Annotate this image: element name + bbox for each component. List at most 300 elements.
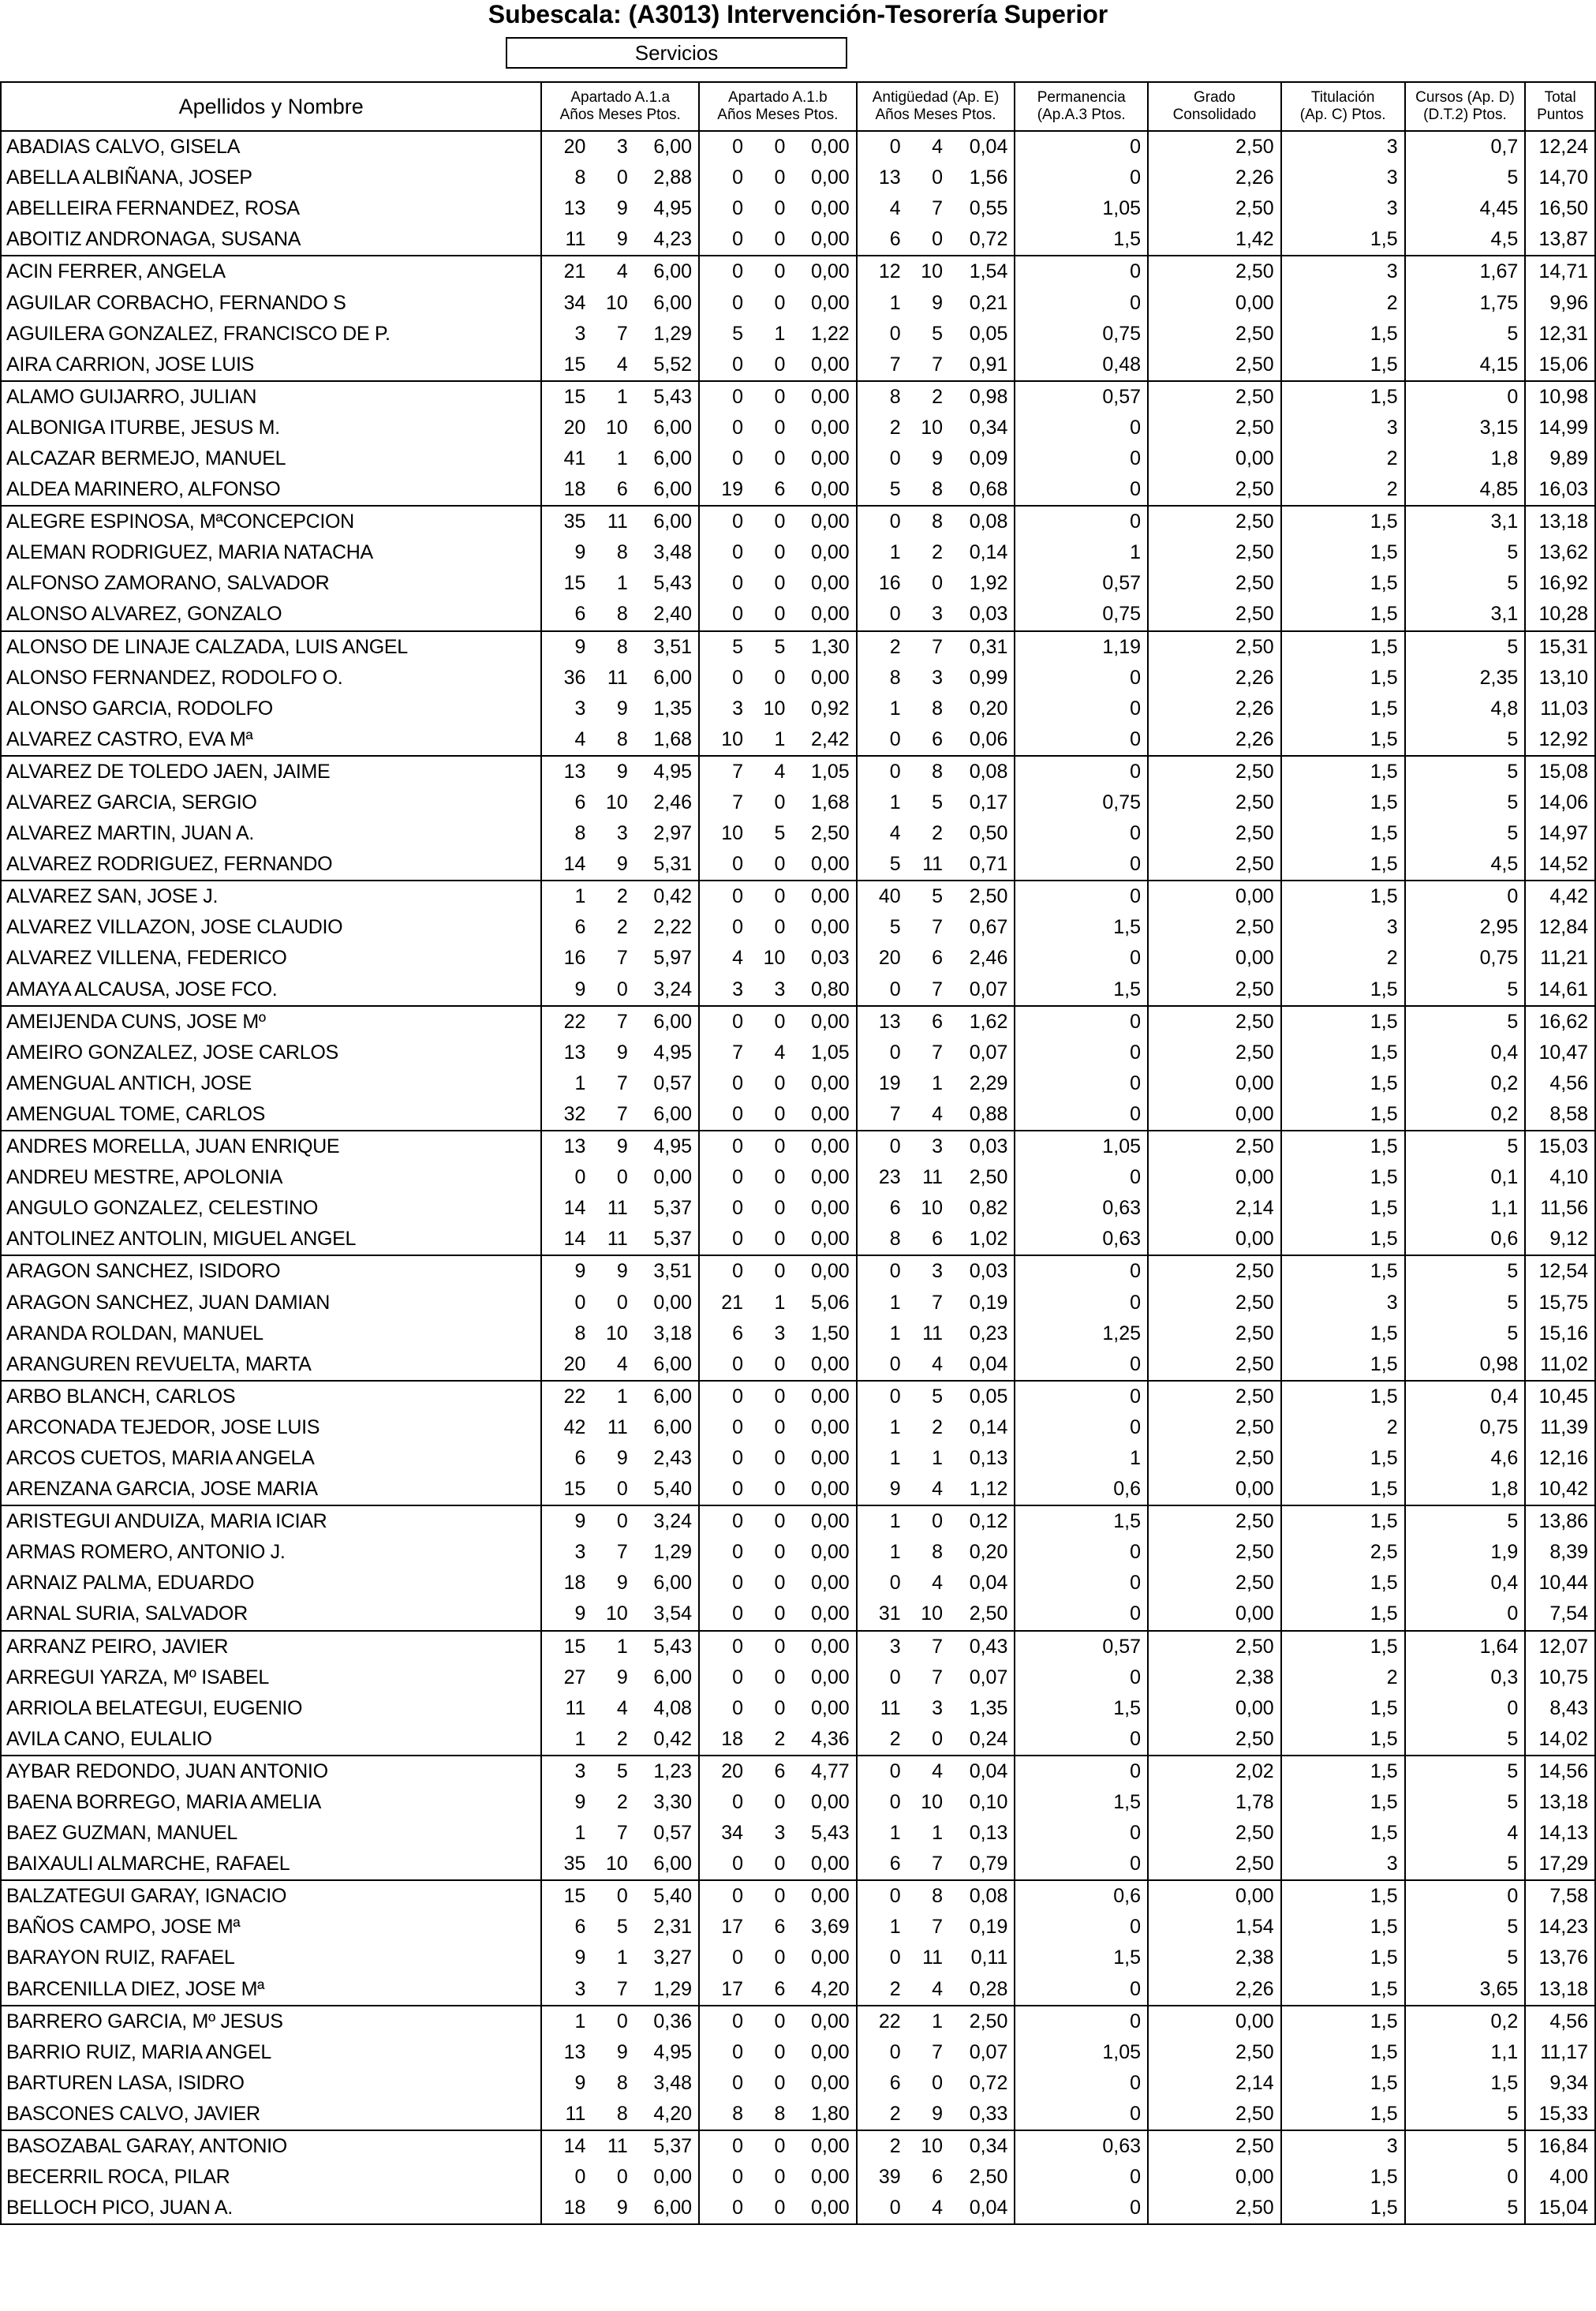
cell-a1a-years: 9 — [541, 974, 592, 1006]
cell-a1a-years: 1 — [574, 1822, 586, 1845]
cell-a1a-points: 1,68 — [634, 724, 699, 756]
cell-name: ALAMO GUIJARRO, JULIAN — [1, 381, 541, 413]
table-row — [1, 1443, 1595, 1474]
cell-antig-months: 7 — [932, 916, 944, 939]
cell-cursos: 5 — [1405, 1787, 1526, 1818]
cell-a1b-months: 0 — [774, 1666, 786, 1688]
cell-antig-months: 10 — [921, 260, 944, 283]
cell-antig-months: 7 — [907, 1849, 949, 1880]
cell-antig-years: 6 — [857, 224, 907, 256]
cell-a1b-years: 0 — [732, 1666, 744, 1688]
table-row — [1, 1880, 1595, 1912]
cell-a1b-years: 0 — [732, 1415, 744, 1438]
cell-a1b-points: 0,00 — [791, 1162, 856, 1193]
cell-cursos: 1,8 — [1405, 1474, 1526, 1505]
cell-a1b-points: 0,00 — [791, 1381, 856, 1412]
cell-a1b-years: 0 — [732, 541, 744, 564]
cell-total: 16,62 — [1525, 1006, 1595, 1038]
cell-titulacion: 1,5 — [1281, 1255, 1405, 1287]
cell-antig-years: 20 — [878, 947, 901, 970]
cell-a1a-points: 6,00 — [634, 1006, 699, 1038]
cell-a1b-points: 0,00 — [791, 1474, 856, 1505]
cell-titulacion: 1,5 — [1281, 756, 1405, 787]
cell-name: ARANDA ROLDAN, MANUEL — [1, 1318, 541, 1349]
cell-a1b-points: 0,00 — [791, 1599, 856, 1630]
cell-total: 14,71 — [1525, 256, 1595, 287]
cell-antig-points: 0,19 — [949, 1912, 1015, 1943]
cell-a1b-months: 0 — [774, 1541, 786, 1564]
cell-name: ALVAREZ RODRIGUEZ, FERNANDO — [1, 849, 541, 881]
cell-antig-months: 4 — [932, 1759, 944, 1782]
cell-permanencia: 0 — [1015, 1974, 1148, 2006]
cell-antig-points: 0,55 — [949, 193, 1015, 224]
cell-antig-points: 0,21 — [949, 287, 1015, 318]
cell-antig-points: 1,35 — [949, 1693, 1015, 1724]
table-row — [1, 1099, 1595, 1131]
cell-antig-years: 2 — [857, 1974, 907, 2006]
cell-total: 13,76 — [1525, 1943, 1595, 1973]
cell-total: 13,18 — [1525, 1974, 1595, 2006]
cell-antig-points: 0,03 — [949, 599, 1015, 630]
cell-antig-points: 0,20 — [949, 694, 1015, 724]
cell-cursos: 5 — [1405, 2193, 1526, 2224]
table-row — [1, 537, 1595, 568]
cell-total: 10,44 — [1525, 1568, 1595, 1599]
cell-antig-years: 8 — [889, 666, 901, 689]
cell-antig-months: 6 — [932, 1010, 944, 1033]
cell-grado: 2,50 — [1148, 974, 1281, 1006]
cell-a1a-months: 9 — [592, 224, 634, 256]
cell-antig-months: 4 — [907, 1974, 949, 2006]
cell-antig-years: 2 — [889, 635, 901, 658]
cell-total: 14,61 — [1525, 974, 1595, 1006]
cell-total: 15,08 — [1525, 756, 1595, 787]
cell-a1a-points: 1,29 — [634, 319, 699, 350]
cell-name: AMEIJENDA CUNS, JOSE Mº — [1, 1006, 541, 1038]
table-row — [1, 568, 1595, 599]
header-antiguedad: Antigüedad (Ap. E) Años Meses Ptos. — [857, 82, 1015, 131]
header-cursos: Cursos (Ap. D) (D.T.2) Ptos. — [1405, 82, 1526, 131]
cell-a1a-months: 11 — [607, 1415, 628, 1438]
cell-total: 11,03 — [1525, 694, 1595, 724]
cell-antig-points: 0,13 — [949, 1443, 1015, 1474]
table-row — [1, 1474, 1595, 1505]
cell-cursos: 1,9 — [1405, 1537, 1526, 1568]
cell-titulacion: 1,5 — [1281, 1599, 1405, 1630]
cell-antig-points: 2,46 — [949, 943, 1015, 974]
cell-a1a-months: 7 — [616, 1541, 628, 1564]
cell-antig-points: 0,12 — [949, 1505, 1015, 1537]
cell-name: ALDEA MARINERO, ALFONSO — [1, 474, 541, 506]
cell-a1b-months: 0 — [749, 1224, 791, 1255]
cell-antig-months: 8 — [932, 760, 944, 783]
cell-grado: 2,50 — [1148, 912, 1281, 943]
cell-cursos: 5 — [1405, 1912, 1526, 1943]
cell-a1a-months: 0 — [616, 2010, 628, 2032]
cell-a1b-years: 0 — [732, 1010, 744, 1033]
cell-a1a-months: 9 — [592, 849, 634, 881]
cell-a1a-years: 0 — [574, 1291, 586, 1314]
cell-a1a-points: 4,95 — [634, 756, 699, 787]
cell-permanencia: 1,05 — [1015, 193, 1148, 224]
cell-a1b-months: 2 — [749, 1724, 791, 1756]
cell-antig-months: 5 — [932, 791, 944, 814]
cell-titulacion: 1,5 — [1281, 1974, 1405, 2006]
cell-antig-years: 6 — [857, 1849, 907, 1880]
cell-titulacion: 1,5 — [1281, 2068, 1405, 2099]
cell-a1a-months: 1 — [616, 447, 628, 469]
cell-antig-years: 0 — [889, 1885, 901, 1908]
cell-a1b-years: 0 — [732, 1791, 744, 1814]
cell-a1b-points: 0,00 — [791, 568, 856, 599]
cell-total: 16,50 — [1525, 193, 1595, 224]
cell-total: 14,02 — [1525, 1724, 1595, 1756]
table-row — [1, 881, 1595, 912]
cell-a1b-months: 0 — [774, 1885, 786, 1908]
table-body — [1, 131, 1595, 2224]
cell-name: ABELLEIRA FERNANDEZ, ROSA — [1, 193, 541, 224]
cell-a1a-points: 5,40 — [634, 1880, 699, 1912]
cell-a1a-years: 11 — [541, 224, 592, 256]
cell-antig-years: 1 — [889, 1822, 901, 1845]
cell-cursos: 0,6 — [1405, 1224, 1526, 1255]
cell-a1a-months: 8 — [592, 2099, 634, 2130]
cell-antig-months: 3 — [932, 666, 944, 689]
cell-a1a-years: 13 — [563, 760, 586, 783]
cell-a1b-years: 0 — [732, 291, 744, 314]
cell-antig-years: 0 — [889, 760, 901, 783]
cell-cursos: 0,3 — [1405, 1662, 1526, 1693]
cell-antig-years: 1 — [889, 1415, 901, 1438]
cell-name: ALONSO FERNANDEZ, RODOLFO O. — [1, 663, 541, 694]
table-row — [1, 818, 1595, 849]
cell-cursos: 5 — [1405, 724, 1526, 756]
cell-a1a-points: 6,00 — [634, 287, 699, 318]
cell-a1a-points: 1,29 — [634, 1974, 699, 2006]
cell-titulacion: 1,5 — [1281, 663, 1405, 694]
cell-a1b-points: 0,00 — [791, 2193, 856, 2224]
cell-antig-points: 2,50 — [949, 1599, 1015, 1630]
cell-permanencia: 0,75 — [1015, 787, 1148, 818]
cell-name: ARENZANA GARCIA, JOSE MARIA — [1, 1474, 541, 1505]
cell-antig-months: 7 — [932, 1041, 944, 1064]
cell-a1b-points: 0,00 — [791, 849, 856, 881]
cell-grado: 2,50 — [1148, 787, 1281, 818]
cell-cursos: 0,2 — [1405, 2006, 1526, 2037]
cell-a1b-months: 1 — [774, 322, 786, 345]
cell-a1b-years: 0 — [699, 1474, 749, 1505]
cell-antig-years: 39 — [878, 2166, 901, 2189]
cell-cursos: 4,45 — [1405, 193, 1526, 224]
cell-cursos: 3,1 — [1405, 506, 1526, 537]
cell-a1b-years: 34 — [721, 1822, 744, 1845]
cell-a1b-months: 0 — [774, 166, 786, 189]
cell-a1b-years: 0 — [732, 1696, 744, 1719]
cell-antig-years: 0 — [889, 1946, 901, 1969]
cell-antig-months: 5 — [932, 1385, 944, 1408]
cell-a1b-months: 0 — [774, 2040, 786, 2063]
cell-antig-months: 5 — [932, 322, 944, 345]
cell-grado: 2,50 — [1148, 2099, 1281, 2130]
cell-a1a-years: 14 — [563, 1197, 586, 1220]
cell-total: 8,43 — [1525, 1693, 1595, 1724]
cell-a1b-months: 0 — [774, 1946, 786, 1969]
cell-a1a-years: 41 — [563, 447, 586, 469]
cell-a1a-points: 6,00 — [634, 506, 699, 537]
cell-a1b-years: 0 — [732, 166, 744, 189]
cell-titulacion: 1,5 — [1281, 319, 1405, 350]
cell-a1a-months: 9 — [616, 1572, 628, 1595]
cell-permanencia: 0 — [1015, 881, 1148, 912]
cell-grado: 2,50 — [1148, 381, 1281, 413]
cell-a1a-months: 6 — [592, 474, 634, 506]
cell-name: ABELLA ALBIÑANA, JOSEP — [1, 163, 541, 193]
cell-antig-years: 0 — [889, 322, 901, 345]
cell-a1a-years: 9 — [574, 541, 586, 564]
cell-a1a-months: 11 — [607, 1197, 628, 1220]
cell-a1b-points: 0,00 — [791, 663, 856, 694]
cell-a1b-points: 0,00 — [791, 1505, 856, 1537]
cell-total: 4,56 — [1525, 2006, 1595, 2037]
table-row — [1, 631, 1595, 663]
cell-cursos: 0,4 — [1405, 1568, 1526, 1599]
cell-titulacion: 1,5 — [1281, 1038, 1405, 1068]
cell-cursos: 1,64 — [1405, 1631, 1526, 1662]
cell-permanencia: 0 — [1015, 256, 1148, 287]
cell-name: ARCOS CUETOS, MARIA ANGELA — [1, 1443, 541, 1474]
table-row — [1, 1162, 1595, 1193]
cell-grado: 0,00 — [1148, 1162, 1281, 1193]
cell-a1b-months: 0 — [774, 260, 786, 283]
cell-titulacion: 1,5 — [1281, 1099, 1405, 1131]
cell-a1a-points: 5,37 — [634, 2130, 699, 2162]
cell-antig-months: 9 — [907, 2099, 949, 2130]
cell-permanencia: 0,57 — [1015, 1631, 1148, 1662]
cell-name: AMAYA ALCAUSA, JOSE FCO. — [1, 974, 541, 1006]
cell-a1b-years: 0 — [732, 1166, 744, 1189]
cell-total: 12,84 — [1525, 912, 1595, 943]
cell-cursos: 5 — [1405, 1006, 1526, 1038]
cell-antig-months: 11 — [922, 1166, 944, 1189]
cell-antig-years: 0 — [889, 1791, 901, 1814]
cell-a1b-years: 7 — [732, 1041, 744, 1064]
cell-a1b-years: 7 — [732, 791, 744, 814]
cell-cursos: 5 — [1405, 631, 1526, 663]
cell-titulacion: 1,5 — [1281, 818, 1405, 849]
cell-a1a-years: 6 — [574, 791, 586, 814]
cell-name: ALVAREZ MARTIN, JUAN A. — [1, 818, 541, 849]
cell-total: 13,18 — [1525, 506, 1595, 537]
cell-titulacion: 1,5 — [1281, 1381, 1405, 1412]
cell-grado: 0,00 — [1148, 2006, 1281, 2037]
cell-permanencia: 0 — [1015, 287, 1148, 318]
cell-grado: 2,50 — [1148, 506, 1281, 537]
cell-antig-months: 8 — [932, 510, 944, 533]
cell-antig-points: 0,19 — [949, 1287, 1015, 1318]
cell-antig-months: 11 — [922, 1322, 944, 1344]
cell-permanencia: 0,57 — [1015, 568, 1148, 599]
cell-a1b-years: 0 — [732, 197, 744, 220]
cell-a1b-months: 0 — [774, 2071, 786, 2094]
cell-grado: 2,50 — [1148, 1412, 1281, 1443]
cell-total: 10,42 — [1525, 1474, 1595, 1505]
cell-cursos: 1,8 — [1405, 443, 1526, 474]
cell-antig-years: 1 — [889, 791, 901, 814]
cell-titulacion: 1,5 — [1281, 350, 1405, 381]
cell-titulacion: 1,5 — [1281, 1068, 1405, 1099]
cell-a1b-points: 0,00 — [791, 1131, 856, 1162]
cell-grado: 2,26 — [1148, 694, 1281, 724]
table-row — [1, 1505, 1595, 1537]
table-row — [1, 1038, 1595, 1068]
cell-a1b-months: 0 — [774, 1071, 786, 1094]
cell-antig-points: 0,08 — [949, 1880, 1015, 1912]
cell-a1a-months: 9 — [616, 1041, 628, 1064]
cell-titulacion: 1,5 — [1281, 2193, 1405, 2224]
cell-a1b-points: 4,20 — [791, 1974, 856, 2006]
cell-a1b-years: 0 — [732, 1197, 744, 1220]
cell-name: AGUILAR CORBACHO, FERNANDO S — [1, 287, 541, 318]
cell-titulacion: 1,5 — [1281, 2006, 1405, 2037]
cell-a1a-months: 2 — [616, 885, 628, 908]
cell-a1a-months: 9 — [616, 197, 628, 220]
cell-a1a-points: 6,00 — [634, 443, 699, 474]
cell-antig-points: 0,08 — [949, 756, 1015, 787]
cell-cursos: 0,98 — [1405, 1349, 1526, 1381]
cell-a1b-months: 0 — [749, 849, 791, 881]
cell-permanencia: 1 — [1015, 1443, 1148, 1474]
cell-antig-years: 0 — [889, 1260, 901, 1283]
table-row — [1, 1537, 1595, 1568]
cell-a1b-points: 0,00 — [791, 224, 856, 256]
cell-titulacion: 1,5 — [1281, 381, 1405, 413]
cell-total: 14,13 — [1525, 1818, 1595, 1849]
cell-antig-years: 8 — [889, 385, 901, 408]
cell-permanencia: 1,25 — [1015, 1318, 1148, 1349]
cell-cursos: 1,1 — [1405, 2037, 1526, 2068]
table-row — [1, 350, 1595, 381]
cell-titulacion: 2 — [1281, 1412, 1405, 1443]
cell-total: 15,33 — [1525, 2099, 1595, 2130]
cell-total: 7,54 — [1525, 1599, 1595, 1630]
cell-cursos: 1,5 — [1405, 2068, 1526, 2099]
cell-cursos: 5 — [1405, 1131, 1526, 1162]
cell-antig-months: 8 — [932, 697, 944, 720]
cell-a1b-years: 7 — [732, 760, 744, 783]
cell-a1a-years: 11 — [541, 2099, 592, 2130]
cell-antig-years: 0 — [889, 510, 901, 533]
cell-a1a-years: 6 — [574, 1916, 586, 1939]
cell-permanencia: 0 — [1015, 1068, 1148, 1099]
cell-a1b-years: 17 — [721, 1916, 744, 1939]
cell-antig-months: 3 — [907, 599, 949, 630]
cell-a1a-points: 4,95 — [634, 193, 699, 224]
cell-titulacion: 1,5 — [1281, 1724, 1405, 1756]
cell-cursos: 2,35 — [1405, 663, 1526, 694]
cell-a1a-months: 0 — [592, 974, 634, 1006]
cell-a1b-months: 1 — [749, 724, 791, 756]
cell-a1b-months: 0 — [774, 1635, 786, 1658]
cell-a1a-points: 3,51 — [634, 1255, 699, 1287]
header-a1a: Apartado A.1.a Años Meses Ptos. — [541, 82, 699, 131]
cell-titulacion: 2 — [1281, 1662, 1405, 1693]
table-row — [1, 224, 1595, 256]
cell-a1b-points: 0,00 — [791, 163, 856, 193]
table-row — [1, 1818, 1595, 1849]
table-row — [1, 694, 1595, 724]
cell-a1a-months: 11 — [607, 510, 628, 533]
table-row — [1, 163, 1595, 193]
cell-grado: 2,14 — [1148, 2068, 1281, 2099]
cell-name: BARCENILLA DIEZ, JOSE Mª — [1, 1974, 541, 2006]
cell-grado: 2,50 — [1148, 1318, 1281, 1349]
cell-titulacion: 1,5 — [1281, 1349, 1405, 1381]
cell-a1a-points: 0,57 — [634, 1068, 699, 1099]
cell-a1b-points: 1,50 — [791, 1318, 856, 1349]
cell-a1a-months: 8 — [616, 541, 628, 564]
cell-a1b-months: 6 — [749, 474, 791, 506]
cell-antig-months: 0 — [932, 166, 944, 189]
table-row — [1, 1224, 1595, 1255]
cell-a1b-points: 1,68 — [791, 787, 856, 818]
cell-permanencia: 0 — [1015, 1162, 1148, 1193]
cell-antig-points: 1,02 — [949, 1224, 1015, 1255]
cell-a1a-years: 0 — [574, 1166, 586, 1189]
cell-a1a-years: 9 — [574, 1791, 586, 1814]
cell-permanencia: 0 — [1015, 2193, 1148, 2224]
cell-grado: 1,78 — [1148, 1787, 1281, 1818]
cell-a1b-months: 0 — [774, 197, 786, 220]
cell-antig-years: 1 — [889, 1510, 901, 1533]
cell-a1b-months: 0 — [774, 1166, 786, 1189]
cell-total: 15,75 — [1525, 1287, 1595, 1318]
cell-permanencia: 1,5 — [1015, 974, 1148, 1006]
cell-name: ANDRES MORELLA, JUAN ENRIQUE — [1, 1131, 541, 1162]
cell-antig-months: 7 — [907, 974, 949, 1006]
cell-grado: 2,50 — [1148, 413, 1281, 443]
cell-grado: 0,00 — [1148, 1224, 1281, 1255]
cell-antig-points: 1,92 — [949, 568, 1015, 599]
cell-titulacion: 1,5 — [1281, 506, 1405, 537]
cell-a1a-months: 0 — [616, 1291, 628, 1314]
table-row — [1, 381, 1595, 413]
cell-cursos: 5 — [1405, 1318, 1526, 1349]
cell-antig-points: 0,04 — [949, 2193, 1015, 2224]
cell-antig-years: 0 — [857, 1349, 907, 1381]
table-row — [1, 1943, 1595, 1973]
cell-permanencia: 0 — [1015, 818, 1148, 849]
cell-titulacion: 1,5 — [1281, 1318, 1405, 1349]
cell-antig-points: 0,91 — [949, 350, 1015, 381]
cell-a1b-years: 0 — [732, 510, 744, 533]
cell-a1b-months: 0 — [774, 885, 786, 908]
cell-antig-years: 4 — [889, 197, 901, 220]
cell-cursos: 5 — [1405, 1255, 1526, 1287]
table-row — [1, 974, 1595, 1006]
cell-a1b-years: 0 — [732, 2166, 744, 2189]
cell-name: ARISTEGUI ANDUIZA, MARIA ICIAR — [1, 1505, 541, 1537]
cell-antig-months: 2 — [932, 822, 944, 845]
cell-a1b-months: 5 — [774, 822, 786, 845]
cell-cursos: 0,2 — [1405, 1068, 1526, 1099]
cell-a1a-points: 3,18 — [634, 1318, 699, 1349]
cell-antig-points: 0,03 — [949, 1255, 1015, 1287]
cell-a1a-points: 6,00 — [634, 1412, 699, 1443]
cell-antig-years: 23 — [878, 1166, 901, 1189]
cell-permanencia: 0 — [1015, 1412, 1148, 1443]
cell-permanencia: 1,05 — [1015, 1131, 1148, 1162]
table-row — [1, 1568, 1595, 1599]
